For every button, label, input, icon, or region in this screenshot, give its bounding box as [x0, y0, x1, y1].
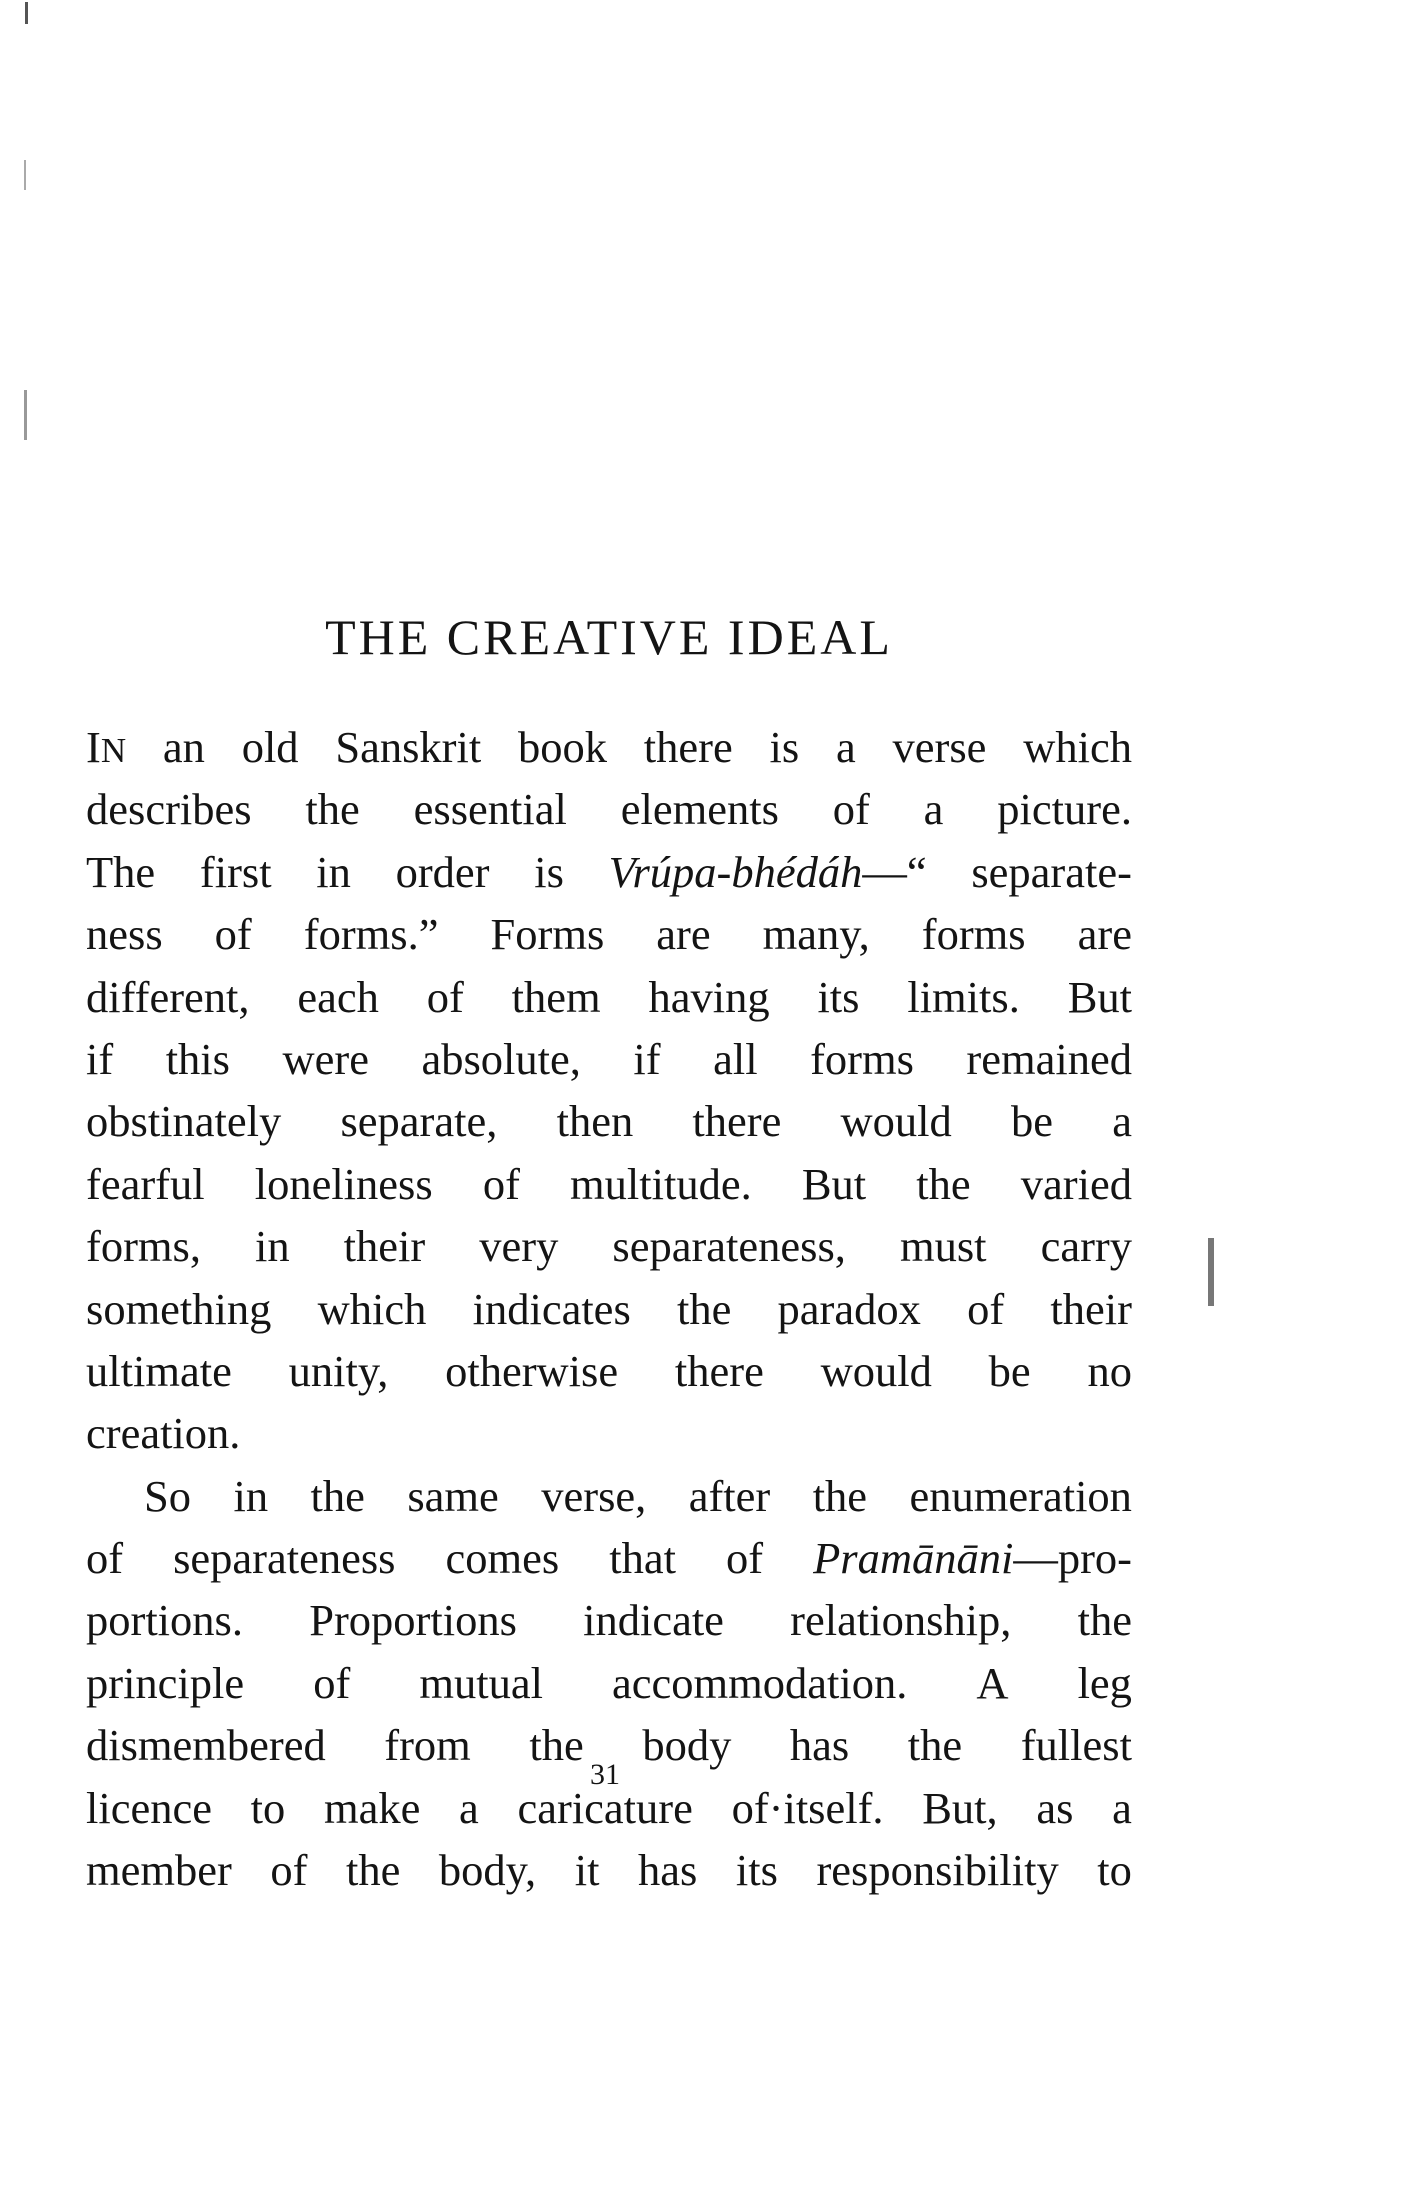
word: Proportions [309, 1595, 517, 1646]
word: portions. [86, 1595, 243, 1646]
word: dismembered [86, 1720, 326, 1771]
scan-mark [25, 2, 28, 24]
word: of [270, 1845, 308, 1896]
word: same [407, 1470, 499, 1521]
text-line [86, 1465, 1132, 1527]
word: would [820, 1345, 932, 1396]
word: principle [86, 1657, 245, 1708]
word: body, [438, 1845, 537, 1896]
word: leg [1077, 1657, 1132, 1708]
word: But, [922, 1782, 998, 1833]
text-line [86, 903, 1132, 965]
word: the [529, 1720, 584, 1771]
text-line [86, 1153, 1132, 1215]
word: a [1112, 1096, 1132, 1147]
word: paradox [777, 1283, 921, 1334]
word: describes [86, 784, 252, 835]
word: which [1023, 722, 1132, 772]
word: absolute, [421, 1033, 581, 1084]
word: ness [86, 909, 163, 960]
word: book [518, 722, 607, 772]
word: each [297, 971, 379, 1022]
word: elements [620, 784, 779, 835]
word: the [676, 1283, 732, 1334]
word: remained [966, 1033, 1132, 1084]
word: of [426, 971, 464, 1022]
word: separateness, [612, 1221, 846, 1272]
word: it [574, 1845, 600, 1896]
word: body [642, 1720, 732, 1771]
word: Vrúpa-bhédáh—“ [608, 846, 927, 897]
word: is [534, 846, 564, 897]
word: its [817, 971, 860, 1022]
text-line [86, 966, 1132, 1028]
text-line [86, 1278, 1132, 1340]
word: of [214, 909, 252, 960]
word: Sanskrit [335, 722, 482, 772]
word: the [305, 784, 360, 835]
word: obstinately [86, 1096, 282, 1147]
word: separateness [173, 1533, 396, 1584]
word: indicates [472, 1283, 631, 1334]
chapter-body [86, 716, 1132, 1901]
word: has [789, 1720, 850, 1771]
word: Pramānāni—pro- [813, 1533, 1132, 1584]
page-number: 31 [590, 1758, 620, 1791]
word: as [1036, 1782, 1074, 1833]
word: of [482, 1158, 520, 1209]
word: indicate [583, 1595, 724, 1646]
word: responsibility [816, 1845, 1059, 1896]
word: forms.” [303, 909, 439, 960]
word: in [255, 1221, 290, 1272]
word: licence [86, 1782, 212, 1833]
word: the [345, 1845, 401, 1896]
word: IN [86, 722, 127, 772]
word: be [1011, 1096, 1054, 1147]
word: a [1112, 1782, 1132, 1833]
word: caricature [517, 1782, 693, 1833]
word: many, [762, 909, 870, 960]
word: picture. [997, 784, 1132, 835]
word: their [343, 1221, 426, 1272]
word: the [907, 1720, 963, 1771]
word: then [556, 1096, 634, 1147]
word: there [692, 1096, 782, 1147]
word: the [812, 1470, 868, 1521]
word: would [840, 1096, 952, 1147]
text-line [86, 1090, 1132, 1152]
word: old [241, 722, 299, 772]
chapter-title: THE CREATIVE IDEAL [325, 609, 893, 665]
word: carry [1040, 1221, 1132, 1272]
word: fullest [1020, 1720, 1132, 1771]
word: But [801, 1158, 867, 1209]
word: limits. [907, 971, 1020, 1022]
word: its [735, 1845, 778, 1896]
word: this [165, 1033, 230, 1084]
word: verse [892, 722, 987, 772]
text-line [86, 1527, 1132, 1589]
word: of [725, 1533, 764, 1584]
word: must [899, 1221, 987, 1272]
text-line [86, 1839, 1132, 1901]
word: a [923, 784, 944, 835]
word: if [86, 1033, 114, 1084]
word: Forms [490, 909, 605, 960]
word: forms [810, 1033, 914, 1084]
text-line [86, 778, 1132, 840]
word: forms, [86, 1221, 201, 1272]
word: of [832, 784, 870, 835]
word: the [1077, 1595, 1132, 1646]
word: in [233, 1470, 269, 1521]
word: multitude. [570, 1158, 752, 1209]
word: first [199, 846, 272, 897]
word: loneliness [254, 1158, 433, 1209]
word: there [674, 1345, 764, 1396]
word: if [633, 1033, 661, 1084]
text-line [86, 1215, 1132, 1277]
word: of [86, 1533, 124, 1584]
word: verse, [541, 1470, 647, 1521]
word: accommodation. [611, 1657, 908, 1708]
text-line [86, 716, 1132, 778]
word: after [688, 1470, 771, 1521]
word: having [648, 971, 770, 1022]
word: of [313, 1657, 351, 1708]
word: no [1087, 1345, 1132, 1396]
word: unity, [288, 1345, 389, 1396]
word: in [316, 846, 351, 897]
word: were [282, 1033, 369, 1084]
word: separate- [971, 846, 1132, 897]
word: are [656, 909, 711, 960]
word: a [835, 722, 856, 772]
text-line [86, 1589, 1132, 1651]
word: essential [413, 784, 567, 835]
word: that [609, 1533, 676, 1584]
word: the [916, 1158, 971, 1209]
scan-mark [24, 390, 27, 440]
word: But [1067, 971, 1132, 1022]
word: from [384, 1720, 471, 1771]
text-line [86, 1028, 1132, 1090]
word: an [162, 722, 205, 772]
word: to [1097, 1845, 1132, 1896]
word: order [395, 846, 490, 897]
word: A [976, 1657, 1009, 1708]
word: of [967, 1283, 1005, 1334]
word: there [643, 722, 733, 772]
word: enumeration [909, 1470, 1132, 1521]
word: are [1077, 909, 1132, 960]
text-line [86, 1402, 1132, 1464]
word: ultimate [86, 1345, 232, 1396]
word: of·itself. [731, 1782, 884, 1833]
word: is [769, 722, 800, 772]
word: The [86, 846, 156, 897]
word: be [988, 1345, 1031, 1396]
word: different, [86, 971, 250, 1022]
word: something [86, 1283, 272, 1334]
text-line [86, 1652, 1132, 1714]
word: which [317, 1283, 427, 1334]
word: separate, [340, 1096, 498, 1147]
word: has [637, 1845, 698, 1896]
word: to [250, 1782, 286, 1833]
text-line [86, 841, 1132, 903]
word: a [459, 1782, 479, 1833]
word: the [310, 1470, 365, 1521]
word: So [144, 1470, 191, 1521]
word: make [323, 1782, 421, 1833]
word: their [1050, 1283, 1132, 1334]
word: fearful [86, 1158, 205, 1209]
scan-mark [1208, 1238, 1214, 1306]
scan-mark [24, 160, 26, 190]
word: them [511, 971, 601, 1022]
word: creation. [86, 1408, 241, 1459]
word: otherwise [445, 1345, 619, 1396]
word: comes [445, 1533, 560, 1584]
word: forms [921, 909, 1026, 960]
word: very [479, 1221, 559, 1272]
word: mutual [419, 1657, 543, 1708]
word: member [86, 1845, 232, 1896]
text-line [86, 1340, 1132, 1402]
word: relationship, [790, 1595, 1012, 1646]
word: varied [1020, 1158, 1132, 1209]
word: all [713, 1033, 758, 1084]
